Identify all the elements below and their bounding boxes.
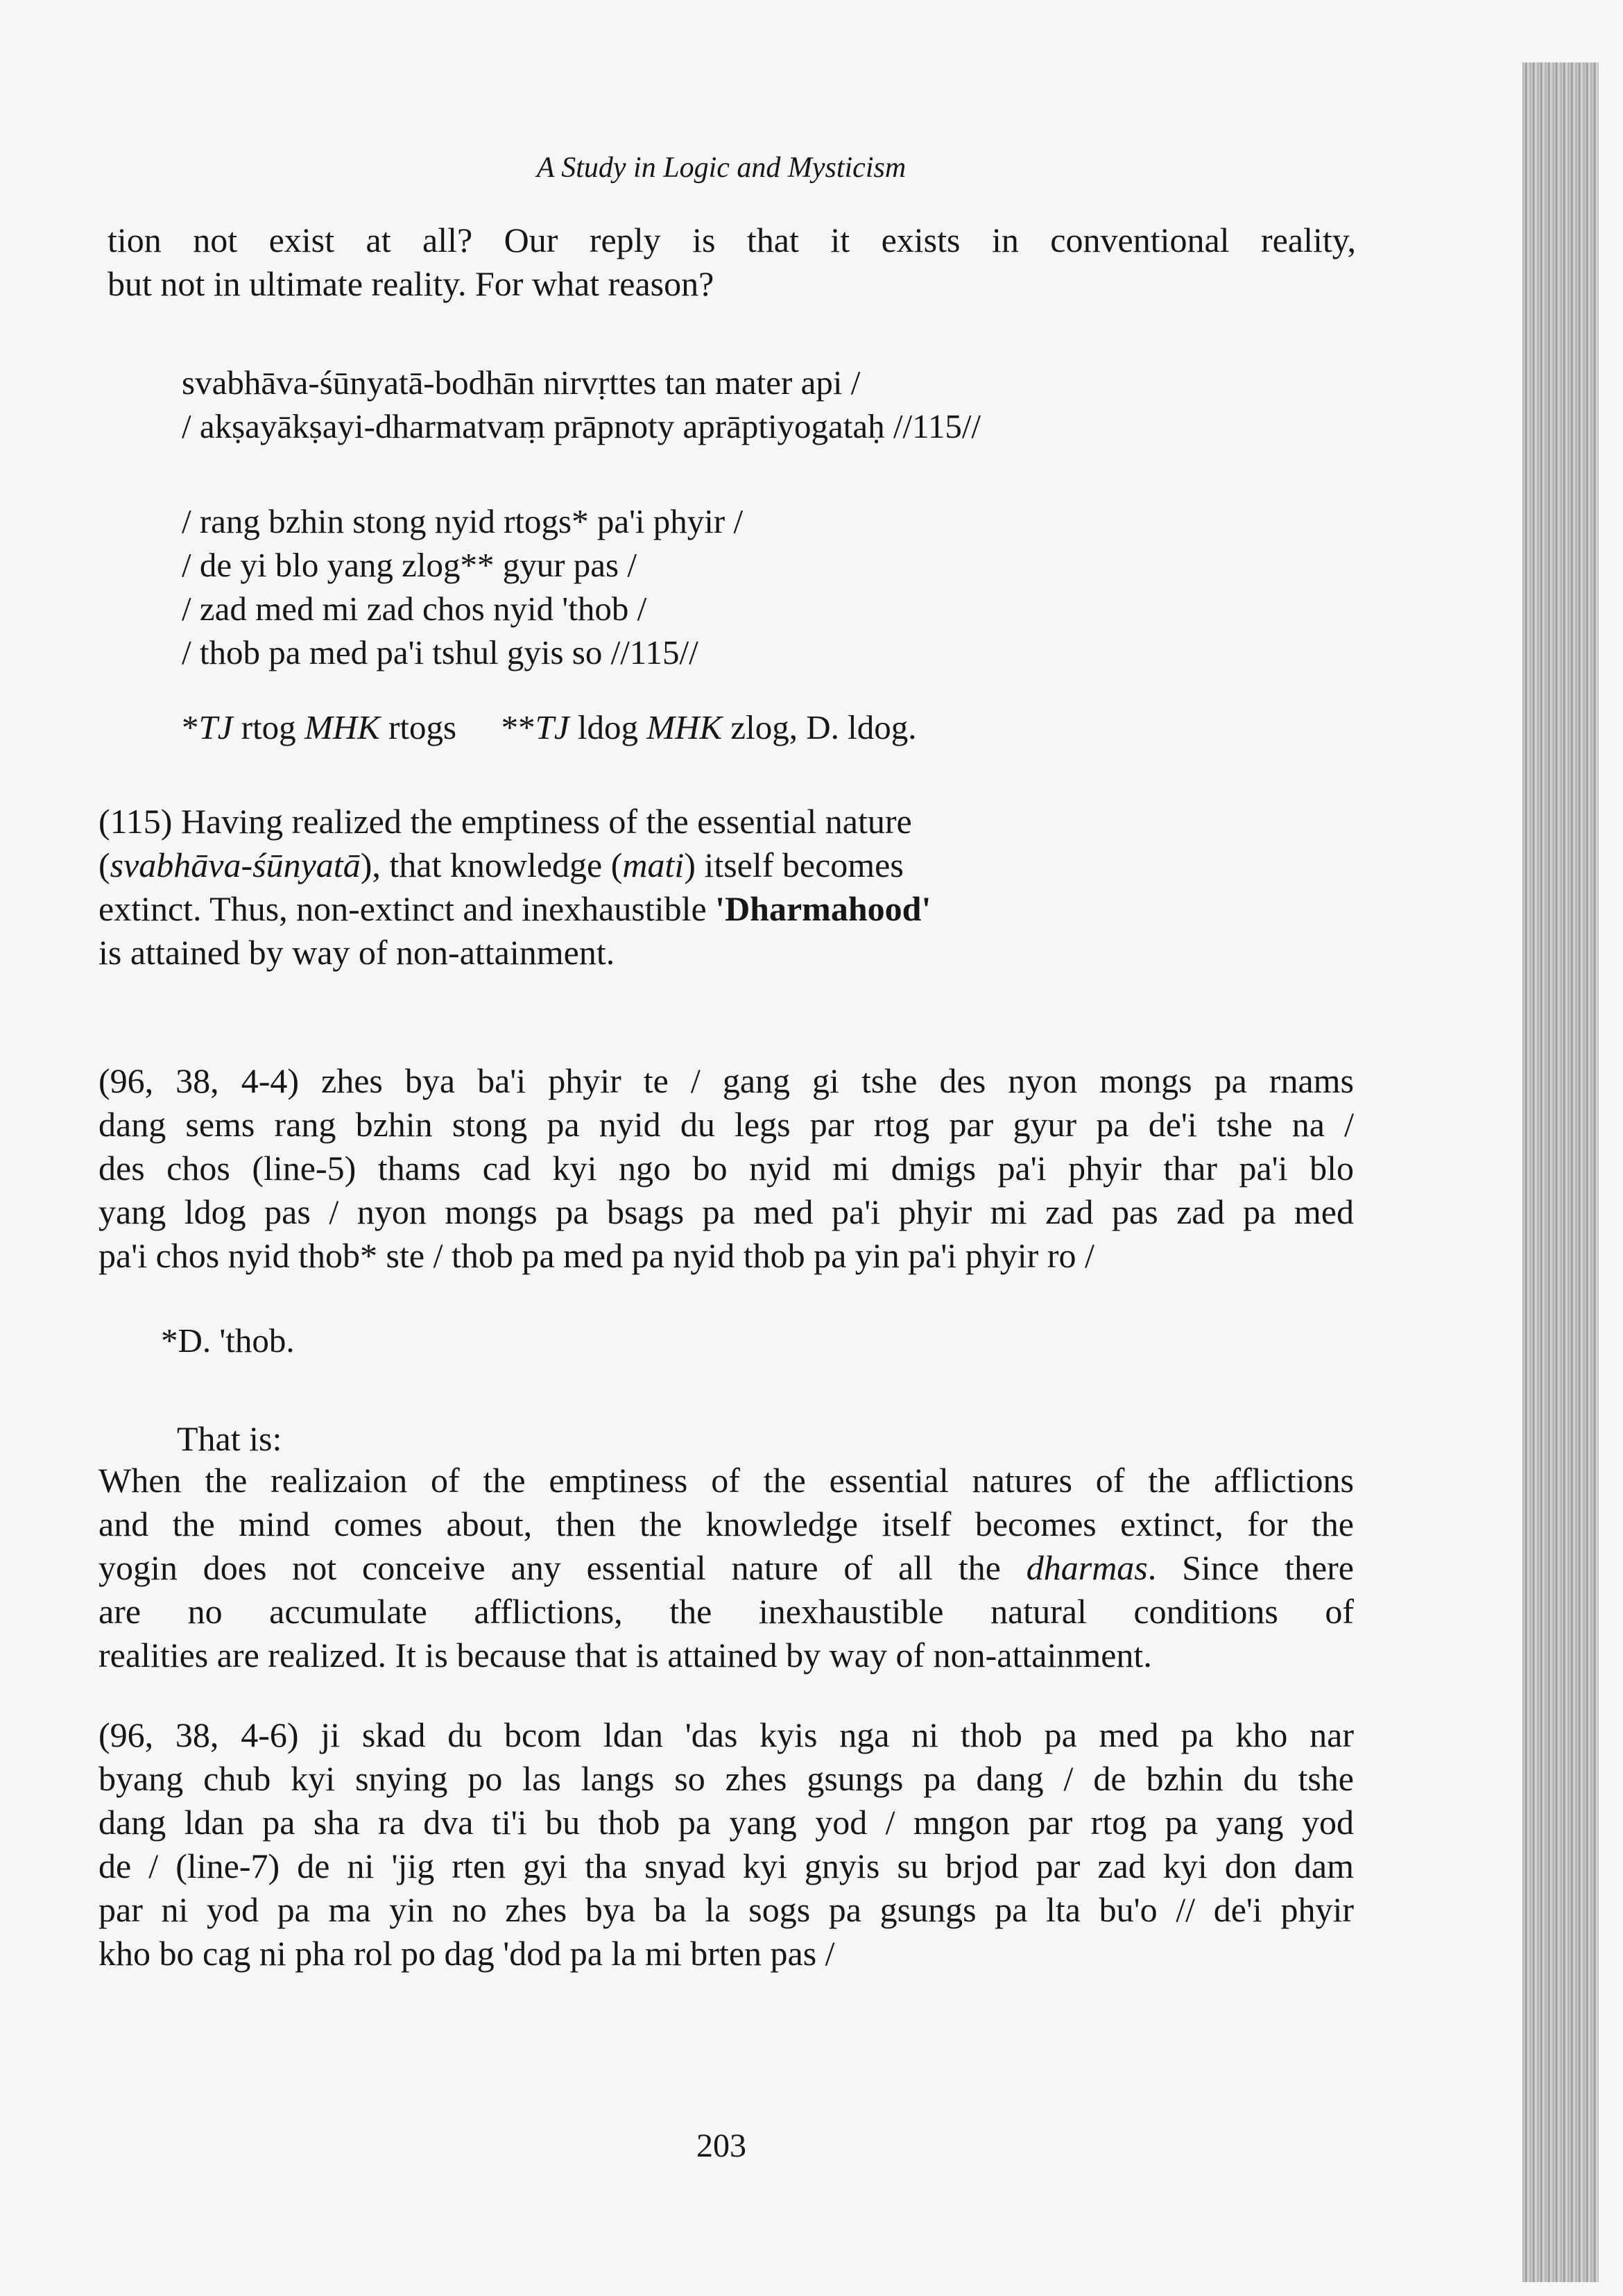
verse-line: / de yi blo yang zlog** gyur pas / (182, 546, 637, 584)
verse-line: svabhāva-śūnyatā-bodhān nirvṛttes tan mater api / (182, 363, 861, 402)
sanskrit-term: mati (622, 846, 685, 884)
text-line: (96, 38, 4-4) zhes bya ba'i phyir te / gang gi tshe des nyon mongs pa rnams (98, 1061, 1354, 1100)
verse-line: / akṣayākṣayi-dharmatvaṃ prāpnoty aprāptiyogataḥ //115// (182, 407, 981, 445)
text-line: des chos (line-5) thams cad kyi ngo bo nyid mi dmigs pa'i phyir thar pa'i blo (98, 1149, 1354, 1188)
commentary-passage-1 (98, 1059, 1354, 1278)
commentary-footnote (161, 1319, 295, 1362)
text-line: yogin does not conceive any essential nature of all the dharmas. Since there (98, 1548, 1355, 1587)
text-line: pa'i chos nyid thob* ste / thob pa med pa nyid thob pa yin pa'i phyir ro / (98, 1236, 1094, 1275)
footnote-line: *D. 'thob. (161, 1321, 295, 1360)
text-line: dang sems rang bzhin stong pa nyid du legs par rtog par gyur pa de'i tshe na / (98, 1105, 1354, 1144)
text-line: and the mind comes about, then the knowledge itself becomes extinct, for the (98, 1505, 1354, 1543)
dharmahood-term: 'Dharmahood' (715, 889, 931, 928)
text-line: (svabhāva-śūnyatā), that knowledge (mati) itself becomes (98, 846, 904, 884)
text-line: dang ldan pa sha ra dva ti'i bu thob pa yang yod / mngon par rtog pa yang yod (98, 1803, 1354, 1842)
text-line: byang chub kyi snying po las langs so zhes gsungs pa dang / de bzhin du tshe (98, 1759, 1354, 1798)
page-number: 203 (696, 2127, 746, 2164)
text-line: (115) Having realized the emptiness of the essential nature (98, 802, 912, 841)
verse-translation (98, 800, 931, 975)
tibetan-verse (182, 499, 743, 674)
text-line: That is: (177, 1419, 282, 1458)
opening-paragraph (108, 219, 1356, 306)
verse-line: / rang bzhin stong nyid rtogs* pa'i phyir / (182, 502, 744, 540)
running-head: A Study in Logic and Mysticism (536, 152, 907, 184)
verse-footnote (182, 705, 916, 749)
text-line: yang ldog pas / nyon mongs pa bsags pa med pa'i phyir mi zad pas zad pa med (98, 1192, 1354, 1231)
text-line: extinct. Thus, non-extinct and inexhaustible 'Dharmahood' (98, 889, 931, 928)
verse-line: / thob pa med pa'i tshul gyis so //115// (182, 633, 698, 671)
text-line: (96, 38, 4-6) ji skad du bcom ldan 'das kyis nga ni thob pa med pa kho nar (98, 1715, 1354, 1754)
text-line: but not in ultimate reality. For what reason? (108, 264, 714, 303)
sanskrit-term: svabhāva-śūnyatā (110, 846, 361, 884)
sanskrit-verse (182, 361, 981, 448)
text-line: is attained by way of non-attainment. (98, 933, 615, 972)
text-line: kho bo cag ni pha rol po dag 'dod pa la mi brten pas / (98, 1934, 835, 1973)
commentary-passage-2 (98, 1713, 1354, 1976)
text-line: are no accumulate afflictions, the inexhaustible natural conditions of (98, 1592, 1354, 1631)
text-line: de / (line-7) de ni 'jig rten gyi tha snyad kyi gnyis su brjod par zad kyi don dam (98, 1847, 1354, 1885)
text-line: tion not exist at all? Our reply is that it exists in conventional reality, (108, 221, 1356, 259)
text-line: realities are realized. It is because that is attained by way of non-attainment. (98, 1636, 1152, 1674)
sanskrit-term: dharmas (1026, 1548, 1148, 1587)
text-line: When the realizaion of the emptiness of the essential natures of the afflictions (98, 1461, 1354, 1500)
that-is-label (177, 1417, 282, 1461)
text-line: par ni yod pa ma yin no zhes bya ba la sogs pa gsungs pa lta bu'o // de'i phyir (98, 1890, 1354, 1929)
page-edge-shadow (1522, 62, 1599, 2282)
footnote-line: *TJ rtog MHK rtogs **TJ ldog MHK zlog, D. ldog. (182, 708, 917, 746)
explanation-paragraph (98, 1459, 1354, 1677)
verse-line: / zad med mi zad chos nyid 'thob / (182, 590, 647, 628)
